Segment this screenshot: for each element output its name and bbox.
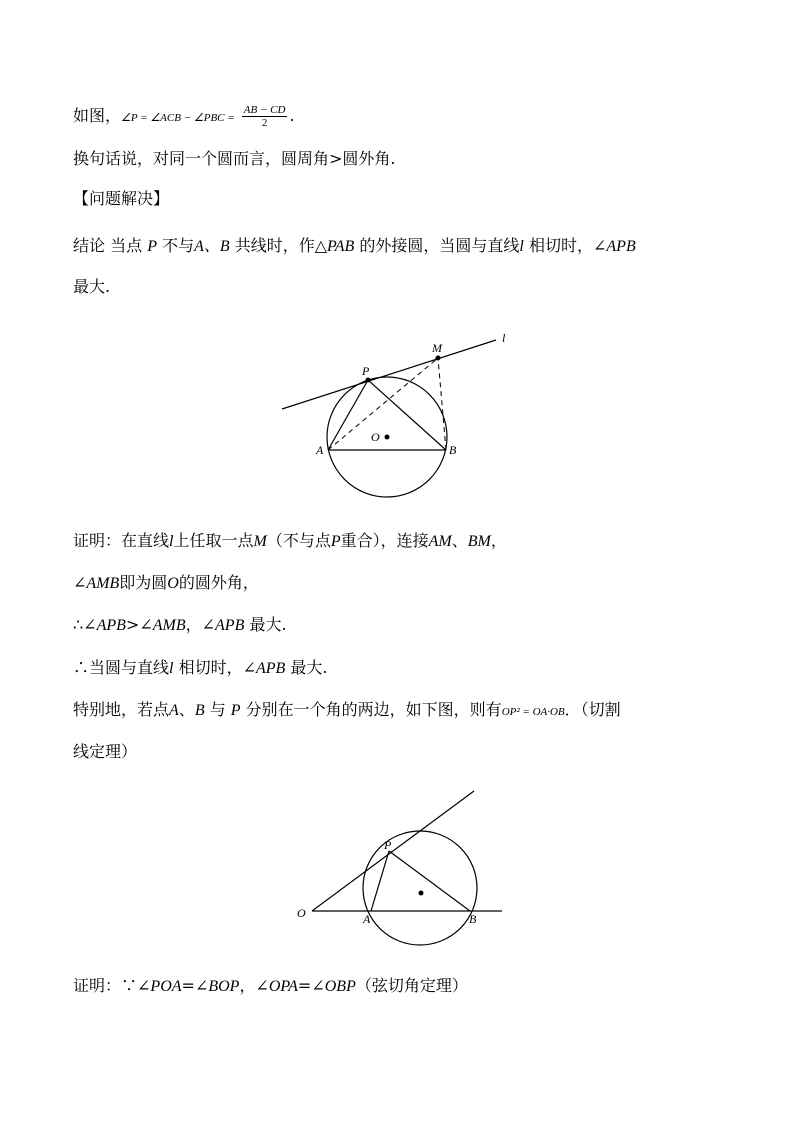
label-P-2: P — [384, 838, 392, 852]
l9-a: ∴当圆与直线 — [73, 658, 170, 677]
l9-l: l — [169, 660, 174, 677]
label-B: B — [449, 443, 457, 457]
l8-b: >∠ — [125, 615, 153, 634]
l8-a: ∴∠ — [73, 615, 97, 634]
l6-f: ， — [490, 531, 507, 550]
l9-c: 最大. — [290, 658, 328, 677]
l12-b: =∠ — [181, 976, 209, 995]
l9-apb: APB — [255, 660, 286, 677]
l6-c: （不与点 — [266, 531, 331, 550]
segment-PB-2 — [389, 851, 470, 911]
secant-tangent-formula: OP² = OA·OB — [501, 706, 565, 718]
line-1-formula: ∠P = ∠ACB − ∠PBC = — [121, 112, 235, 124]
l9-b: 相切时，∠ — [178, 658, 256, 677]
l4-pab: PAB — [327, 238, 355, 255]
text-line-11: 线定理） — [73, 742, 138, 761]
l10-d: 分别在一个角的两边，如下图，则有 — [245, 700, 502, 719]
l10-c: 与 — [209, 700, 226, 719]
l4-c: 共线时，作△ — [234, 236, 328, 255]
l8-amb: AMB — [152, 617, 186, 634]
circle-2 — [363, 831, 477, 945]
label-P: P — [362, 364, 370, 378]
l6-e: 、 — [451, 531, 468, 550]
l10-b2: B — [194, 702, 205, 719]
l12-c: ，∠ — [239, 976, 269, 995]
fraction-denominator: 2 — [261, 117, 268, 129]
line-1-suffix: . — [289, 106, 295, 125]
l4-l: l — [519, 238, 524, 255]
l4-d: 的外接圆，当圆与直线 — [359, 236, 520, 255]
fraction-numerator: AB − CD — [243, 104, 286, 116]
l6-a: 证明：在直线 — [73, 531, 170, 550]
l7-amb: AMB — [86, 575, 120, 592]
center-2 — [419, 891, 424, 896]
l6-bm: BM — [467, 533, 491, 550]
l8-c: ，∠ — [185, 615, 216, 634]
l6-b: 上任取一点 — [173, 531, 254, 550]
l7-c: 的圆外角， — [178, 573, 259, 592]
l7-a: ∠ — [73, 573, 87, 592]
label-l: l — [502, 331, 506, 345]
text-line-5: 最大. — [73, 277, 111, 296]
label-M: M — [432, 341, 442, 355]
l4-ab: A、B — [194, 238, 230, 255]
label-A-2: A — [363, 912, 371, 926]
ray-upper — [312, 791, 474, 911]
l7-o: O — [167, 575, 179, 592]
text-line-12 — [73, 975, 468, 998]
l4-b: 不与 — [162, 236, 195, 255]
l6-p: P — [330, 533, 341, 550]
l10-p: P — [230, 702, 241, 719]
section-heading: 【问题解决】 — [73, 189, 170, 208]
text-line-2: 换句话说，对同一个圆而言，圆周角>圆外角. — [73, 149, 396, 168]
l6-d: 重合），连接 — [340, 531, 429, 550]
l12-e: （弦切角定理） — [355, 976, 468, 995]
l10-a2: A — [169, 702, 179, 719]
l6-m: M — [253, 533, 267, 550]
l10-a: 特别地，若点 — [73, 700, 170, 719]
l12-d: =∠ — [297, 976, 325, 995]
l12-poa: POA — [150, 978, 182, 995]
l10-e: ．（切割 — [564, 700, 621, 719]
l4-p: P — [147, 238, 157, 255]
l10-b: 、 — [178, 700, 195, 719]
l12-obp: OBP — [324, 978, 356, 995]
label-O-2: O — [297, 906, 306, 920]
l12-bop: BOP — [208, 978, 240, 995]
l8-d: 最大. — [249, 615, 287, 634]
l12-opa: OPA — [268, 978, 298, 995]
line-1-prefix: 如图， — [73, 106, 122, 125]
label-A: A — [316, 443, 324, 457]
l8-apb2: APB — [215, 617, 245, 634]
l8-apb: APB — [96, 617, 126, 634]
l4-a: 结论 当点 — [73, 236, 143, 255]
l6-am: AM — [428, 533, 452, 550]
l12-a: 证明：∵∠ — [73, 976, 151, 995]
label-B-2: B — [469, 912, 477, 926]
l4-e: 相切时，∠ — [528, 236, 607, 255]
l6-l: l — [169, 533, 174, 550]
l7-b: 即为圆 — [119, 573, 168, 592]
l4-apb: APB — [606, 238, 636, 255]
label-O: O — [371, 430, 380, 444]
